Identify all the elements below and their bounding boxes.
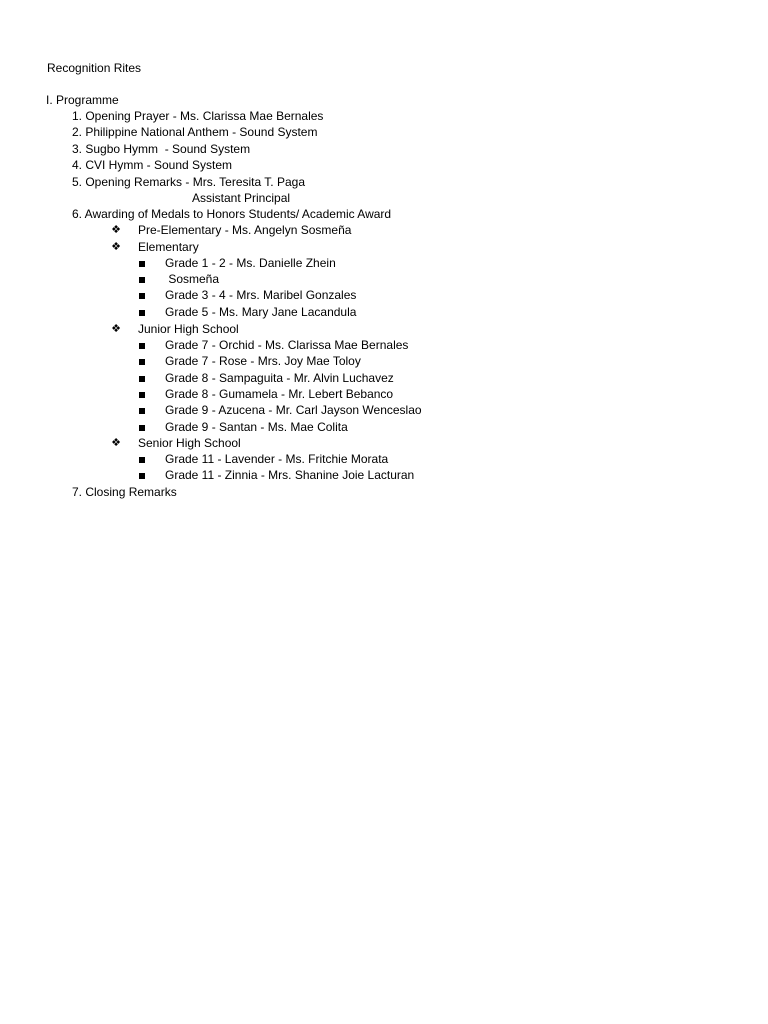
senior-high-entry: Grade 11 - Lavender - Ms. Fritchie Morata (165, 452, 389, 466)
pre-elementary-entry: Pre-Elementary - Ms. Angelyn Sosmeña (138, 223, 352, 237)
elementary-entry: Grade 1 - 2 - Ms. Danielle Zhein (165, 256, 336, 270)
square-bullet-icon (139, 376, 145, 382)
elementary-entry: Sosmeña (165, 272, 220, 286)
junior-high-entry: Grade 8 - Sampaguita - Mr. Alvin Luchavez (165, 371, 394, 385)
square-bullet-icon (139, 425, 145, 431)
elementary-entry: Grade 3 - 4 - Mrs. Maribel Gonzales (165, 288, 357, 302)
senior-high-label: Senior High School (138, 436, 241, 450)
junior-high-label: Junior High School (138, 322, 239, 336)
elementary-entry: Grade 5 - Ms. Mary Jane Lacandula (165, 305, 357, 319)
programme-item-5: 5. Opening Remarks - Mrs. Teresita T. Paga (72, 175, 305, 189)
square-bullet-icon (139, 359, 145, 365)
junior-high-entry: Grade 8 - Gumamela - Mr. Lebert Bebanco (165, 387, 394, 401)
programme-item-6: 6. Awarding of Medals to Honors Students/ Academic Award (72, 207, 392, 221)
square-bullet-icon (139, 408, 145, 414)
programme-item-1: 1. Opening Prayer - Ms. Clarissa Mae Bernales (72, 109, 324, 123)
square-bullet-icon (139, 392, 145, 398)
square-bullet-icon (139, 457, 145, 463)
square-bullet-icon (139, 343, 145, 349)
document-title: Recognition Rites (47, 61, 142, 75)
square-bullet-icon (139, 310, 145, 316)
diamond-bullet-icon: ❖ (111, 437, 121, 449)
programme-item-2: 2. Philippine National Anthem - Sound System (72, 125, 318, 139)
programme-item-3: 3. Sugbo Hymm - Sound System (72, 142, 251, 156)
square-bullet-icon (139, 293, 145, 299)
diamond-bullet-icon: ❖ (111, 323, 121, 335)
square-bullet-icon (139, 277, 145, 283)
square-bullet-icon (139, 473, 145, 479)
programme-item-4: 4. CVI Hymm - Sound System (72, 158, 233, 172)
section-heading: I. Programme (46, 93, 119, 107)
junior-high-entry: Grade 7 - Rose - Mrs. Joy Mae Toloy (165, 354, 361, 368)
junior-high-entry: Grade 9 - Azucena - Mr. Carl Jayson Wenceslao (165, 403, 422, 417)
diamond-bullet-icon: ❖ (111, 241, 121, 253)
junior-high-entry: Grade 7 - Orchid - Ms. Clarissa Mae Bernales (165, 338, 409, 352)
diamond-bullet-icon: ❖ (111, 224, 121, 236)
opening-remarks-role: Assistant Principal (192, 191, 291, 205)
square-bullet-icon (139, 261, 145, 267)
junior-high-entry: Grade 9 - Santan - Ms. Mae Colita (165, 420, 348, 434)
programme-item-7: 7. Closing Remarks (72, 485, 177, 499)
senior-high-entry: Grade 11 - Zinnia - Mrs. Shanine Joie Lacturan (165, 468, 415, 482)
elementary-label: Elementary (138, 240, 199, 254)
